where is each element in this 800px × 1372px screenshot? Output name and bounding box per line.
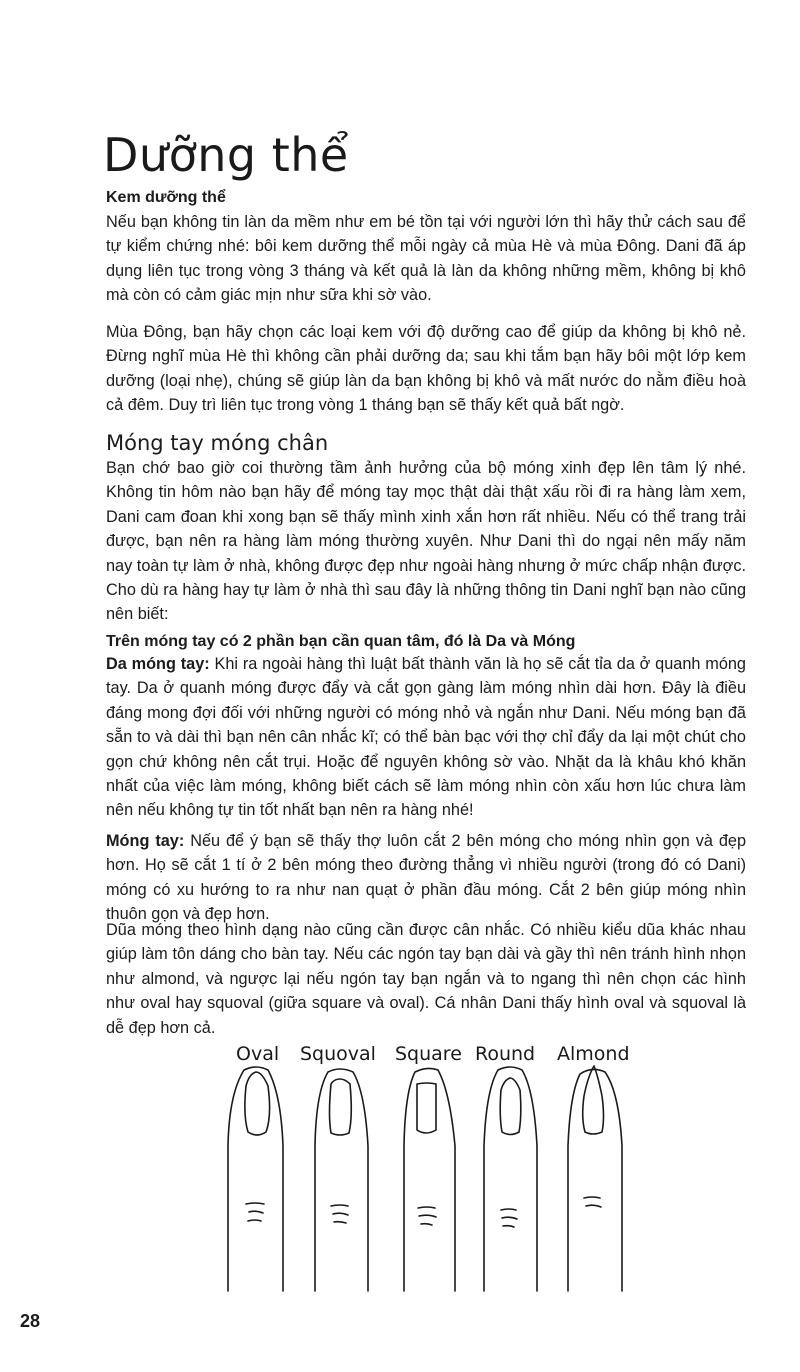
paragraph-nail <box>106 829 746 927</box>
label-oval: Oval <box>236 1043 280 1065</box>
label-almond: Almond <box>557 1043 630 1065</box>
paragraph-nail-shapes: Dũa móng theo hình dạng nào cũng cần được cân nhắc. Có nhiều kiểu dũa khác nhau giúp làm tôn dáng cho bàn tay. Nếu các ngón tay bạn dài và gầy thì nên tránh hình nhọn như almond, và ngược lại nếu ngón tay bạn ngắn và to ngang thì nên chọn các hình như oval hay squoval (giữa square và oval). Cá nhân Dani thấy hình oval và squoval là dễ đẹp hơn cả. <box>106 921 746 1037</box>
subsection-title-nails: Móng tay móng chân <box>106 431 329 455</box>
nail-label: Móng tay: <box>106 832 185 850</box>
subsection-title-skin-and-nail: Trên móng tay có 2 phần bạn cần quan tâm, đó là Da và Móng <box>106 633 576 650</box>
cuticle-label: Da móng tay: <box>106 655 210 673</box>
subsection-title-body-lotion: Kem dưỡng thể <box>106 189 226 206</box>
nail-text: Nếu để ý bạn sẽ thấy thợ luôn cắt 2 bên móng cho móng nhìn gọn và đẹp hơn. Họ sẽ cắt 1 tí ở 2 bên móng theo đường thẳng vì nhiều người (trong đó có Dani) móng có xu hướng to ra như nan quạt ở phần đầu móng. Cắt 2 bên giúp móng nhìn thuôn gọn và đẹp hơn. <box>106 832 746 924</box>
finger-square <box>404 1068 455 1291</box>
finger-squoval <box>315 1069 368 1291</box>
finger-oval <box>228 1067 283 1291</box>
label-squoval: Squoval <box>300 1043 376 1065</box>
paragraph-body-lotion-2: Mùa Đông, bạn hãy chọn các loại kem với độ dưỡng cao để giúp da không bị khô nẻ. Đừng nghĩ mùa Hè thì không cần phải dưỡng da; sau khi tắm bạn hãy bôi một lớp kem dưỡng (loại nhẹ), chúng sẽ giúp làn da bạn không bị khô và mất nước do nằm điều hoà cả đêm. Duy trì liên tục trong vòng 1 tháng bạn sẽ thấy kết quả bất ngờ. <box>106 323 746 415</box>
paragraph-nails-intro: Bạn chớ bao giờ coi thường tầm ảnh hưởng của bộ móng xinh đẹp lên tâm lý nhé. Không tin hôm nào bạn hãy để móng tay mọc thật dài thật xấu rồi đi ra hàng làm xem, Dani cam đoan khi xong bạn sẽ thấy mình xinh xắn hơn rất nhiều. Nếu có thể trang trải được, bạn nên ra hàng làm móng thường xuyên. Như Dani thì do ngại nên mấy năm nay toàn tự làm ở nhà, không được đẹp như ngoài hàng nhưng ở mức chấp nhận được. Cho dù ra hàng hay tự làm ở nhà thì sau đây là những thông tin Dani nghĩ bạn nào cũng nên biết: <box>106 459 746 624</box>
paragraph-cuticle <box>106 652 746 823</box>
cuticle-text: Khi ra ngoài hàng thì luật bất thành văn là họ sẽ cắt tỉa da ở quanh móng tay. Da ở quanh móng được đẩy và cắt gọn gàng làm móng nhìn dài hơn. Đây là điều đáng mong đợi đối với những người có móng nhỏ và ngắn như Dani. Nếu móng bạn đã sẵn to và dài thì bạn nên cân nhắc kĩ; có thể bàn bạc với thợ chỉ đẩy da lại một chút cho gọn chứ không nên cắt trụi. Hoặc để nguyên không sờ vào. Nhặt da là khâu khó khăn nhất của việc làm móng, không biết cách sẽ làm móng nhìn còn xấu hơn lúc chưa làm nên nếu không tự tin tốt nhất bạn nên ra hàng nhé! <box>106 655 746 820</box>
nail-shapes-illustration <box>218 1036 648 1296</box>
paragraph-body-lotion-1: Nếu bạn không tin làn da mềm như em bé tồn tại với người lớn thì hãy thử cách sau để tự kiểm chứng nhé: bôi kem dưỡng thể mỗi ngày cả mùa Hè và mùa Đông. Dani đã áp dụng liên tục trong vòng 3 tháng và kết quả là làn da không những mềm, không bị khô mà còn có cảm giác mịn như sữa khi sờ vào. <box>106 213 746 305</box>
finger-round <box>484 1067 537 1291</box>
label-round: Round <box>475 1043 536 1065</box>
page-number: 28 <box>20 1311 41 1331</box>
finger-almond <box>568 1066 622 1291</box>
label-square: Square <box>395 1043 462 1065</box>
section-title: Dưỡng thể <box>103 128 349 182</box>
